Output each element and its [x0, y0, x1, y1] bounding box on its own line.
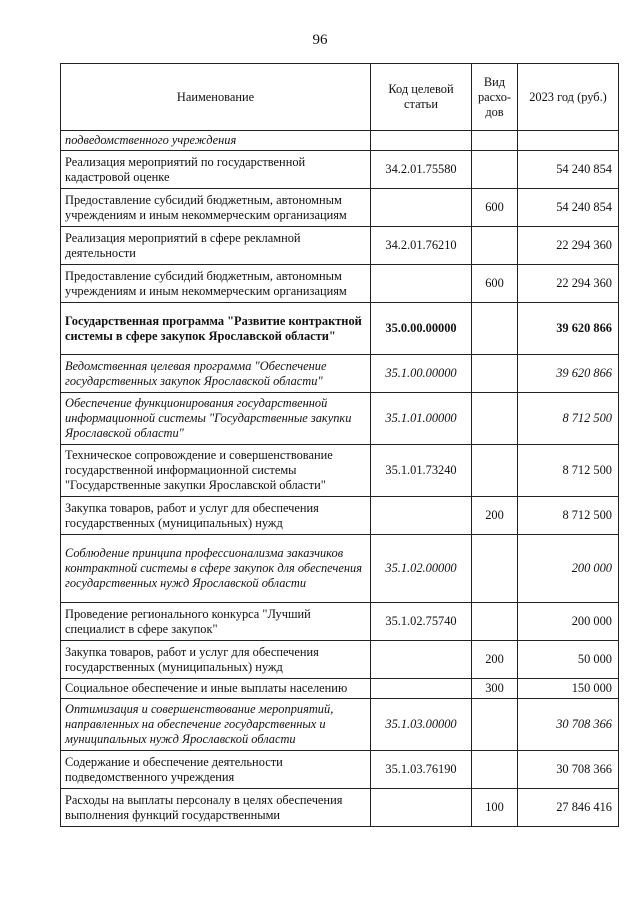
table-row	[61, 393, 619, 445]
table-row	[61, 751, 619, 789]
cell-type: 200	[472, 497, 518, 535]
table-row	[61, 131, 619, 151]
cell-code	[371, 131, 472, 151]
cell-name: Оптимизация и совершенствование мероприятий, направленных на обеспечение государственных и муниципальных нужд Ярославской области	[61, 699, 371, 751]
cell-name: Реализация мероприятий в сфере рекламной деятельности	[61, 227, 371, 265]
cell-name: Ведомственная целевая программа "Обеспечение государственных закупок Ярославской области"	[61, 355, 371, 393]
cell-amount: 27 846 416	[518, 789, 619, 827]
cell-code: 34.2.01.76210	[371, 227, 472, 265]
table-row	[61, 189, 619, 227]
cell-name: Обеспечение функционирования государственной информационной системы "Государственные закупки Ярославской области"	[61, 393, 371, 445]
table-row	[61, 303, 619, 355]
cell-code: 35.1.02.75740	[371, 603, 472, 641]
cell-type	[472, 131, 518, 151]
cell-type: 600	[472, 189, 518, 227]
page-number: 96	[312, 32, 328, 48]
cell-code	[371, 265, 472, 303]
cell-name: Закупка товаров, работ и услуг для обеспечения государственных (муниципальных) нужд	[61, 641, 371, 679]
cell-amount: 54 240 854	[518, 189, 619, 227]
cell-amount: 39 620 866	[518, 303, 619, 355]
cell-amount: 22 294 360	[518, 265, 619, 303]
cell-name: Соблюдение принципа профессионализма заказчиков контрактной системы в сфере закупок для обеспечения государственных нужд Ярославской области	[61, 535, 371, 603]
cell-name: Предоставление субсидий бюджетным, автономным учреждениям и иным некоммерческим организациям	[61, 189, 371, 227]
budget-table	[60, 63, 619, 827]
cell-code	[371, 189, 472, 227]
cell-code: 35.1.01.73240	[371, 445, 472, 497]
table-row	[61, 603, 619, 641]
cell-type: 600	[472, 265, 518, 303]
cell-amount: 54 240 854	[518, 151, 619, 189]
cell-amount: 30 708 366	[518, 699, 619, 751]
table-row	[61, 151, 619, 189]
cell-name: Реализация мероприятий по государственной кадастровой оценке	[61, 151, 371, 189]
cell-name: Социальное обеспечение и иные выплаты населению	[61, 679, 371, 699]
cell-type	[472, 151, 518, 189]
header-type: Вид расхо-дов	[472, 64, 518, 131]
cell-name: Закупка товаров, работ и услуг для обеспечения государственных (муниципальных) нужд	[61, 497, 371, 535]
cell-code: 35.1.03.76190	[371, 751, 472, 789]
cell-type	[472, 603, 518, 641]
cell-code	[371, 679, 472, 699]
table-row	[61, 227, 619, 265]
cell-type: 100	[472, 789, 518, 827]
header-code: Код целевой статьи	[371, 64, 472, 131]
cell-code	[371, 641, 472, 679]
cell-type	[472, 303, 518, 355]
table-body	[61, 131, 619, 827]
cell-type	[472, 751, 518, 789]
cell-type	[472, 445, 518, 497]
table-row	[61, 497, 619, 535]
header-name: Наименование	[61, 64, 371, 131]
cell-amount: 150 000	[518, 679, 619, 699]
cell-amount: 39 620 866	[518, 355, 619, 393]
cell-amount: 30 708 366	[518, 751, 619, 789]
cell-type	[472, 699, 518, 751]
cell-code: 35.1.01.00000	[371, 393, 472, 445]
table-row	[61, 679, 619, 699]
table-row	[61, 789, 619, 827]
cell-code: 35.1.02.00000	[371, 535, 472, 603]
cell-amount	[518, 131, 619, 151]
cell-name: Государственная программа "Развитие контрактной системы в сфере закупок Ярославской области"	[61, 303, 371, 355]
cell-name: подведомственного учреждения	[61, 131, 371, 151]
table-row	[61, 445, 619, 497]
cell-amount: 22 294 360	[518, 227, 619, 265]
cell-amount: 200 000	[518, 535, 619, 603]
header-row	[61, 64, 619, 131]
cell-type	[472, 535, 518, 603]
cell-name: Расходы на выплаты персоналу в целях обеспечения выполнения функций государственными	[61, 789, 371, 827]
table-row	[61, 641, 619, 679]
cell-type	[472, 393, 518, 445]
cell-amount: 50 000	[518, 641, 619, 679]
cell-name: Техническое сопровождение и совершенствование государственной информационной системы "Государственные закупки Ярославской области"	[61, 445, 371, 497]
cell-code: 35.0.00.00000	[371, 303, 472, 355]
cell-code	[371, 789, 472, 827]
cell-type: 200	[472, 641, 518, 679]
cell-name: Проведение регионального конкурса "Лучший специалист в сфере закупок"	[61, 603, 371, 641]
cell-amount: 200 000	[518, 603, 619, 641]
table-row	[61, 699, 619, 751]
table-row	[61, 355, 619, 393]
cell-type	[472, 227, 518, 265]
cell-name: Предоставление субсидий бюджетным, автономным учреждениям и иным некоммерческим организациям	[61, 265, 371, 303]
cell-code: 35.1.03.00000	[371, 699, 472, 751]
table-row	[61, 535, 619, 603]
cell-code: 34.2.01.75580	[371, 151, 472, 189]
cell-name: Содержание и обеспечение деятельности подведомственного учреждения	[61, 751, 371, 789]
cell-amount: 8 712 500	[518, 497, 619, 535]
header-amount: 2023 год (руб.)	[518, 64, 619, 131]
table-row	[61, 265, 619, 303]
cell-code: 35.1.00.00000	[371, 355, 472, 393]
table-header	[61, 64, 619, 131]
cell-code	[371, 497, 472, 535]
cell-type	[472, 355, 518, 393]
cell-amount: 8 712 500	[518, 445, 619, 497]
cell-type: 300	[472, 679, 518, 699]
cell-amount: 8 712 500	[518, 393, 619, 445]
